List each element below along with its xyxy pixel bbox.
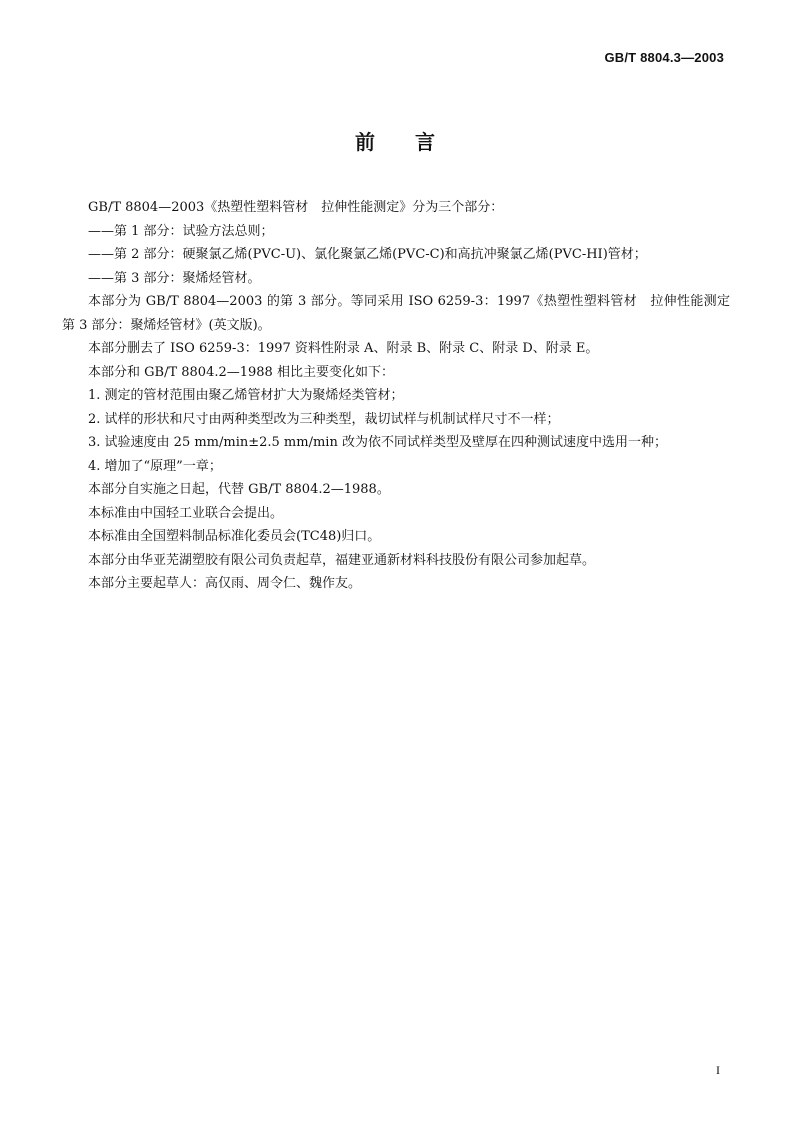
paragraph-change-1: 1. 测定的管材范围由聚乙烯管材扩大为聚烯烃类管材； xyxy=(88,388,404,403)
title-char-2: 言 xyxy=(415,130,435,154)
paragraph-part-3: ——第 3 部分：聚烯烃管材。 xyxy=(88,270,261,286)
paragraph-under-jurisdiction: 本标准由全国塑料制品标准化委员会(TC48)归口。 xyxy=(88,529,381,544)
paragraph-changes-intro: 本部分和 GB/T 8804.2—1988 相比主要变化如下： xyxy=(88,364,394,380)
paragraph-deleted-annexes: 本部分删去了 ISO 6259-3：1997 资料性附录 A、附录 B、附录 C、附录 D、附录 E。 xyxy=(88,341,599,356)
paragraph-intro: GB/T 8804—2003《热塑性塑料管材 拉伸性能测定》分为三个部分： xyxy=(88,200,504,215)
document-body xyxy=(62,196,744,596)
paragraph-drafters: 本部分主要起草人：高仅雨、周令仁、魏作友。 xyxy=(88,576,362,591)
paragraph-change-3: 3. 试验速度由 25 mm/min±2.5 mm/min 改为依不同试样类型及壁厚在四种测试速度中选用一种； xyxy=(88,435,667,450)
paragraph-change-4: 4. 增加了“原理”一章； xyxy=(88,458,222,474)
paragraph-equivalence: 本部分为 GB/T 8804—2003 的第 3 部分。等同采用 ISO 6259-3：1997《热塑性塑料管材 拉伸性能测定 第 3 部分：聚烯烃管材》(英文版)。 xyxy=(62,294,744,333)
paragraph-part-2: ——第 2 部分：硬聚氯乙烯(PVC-U)、氯化聚氯乙烯(PVC-C)和高抗冲聚氯乙烯(PVC-HI)管材； xyxy=(88,247,647,262)
paragraph-proposed-by: 本标准由中国轻工业联合会提出。 xyxy=(88,505,284,521)
page-number: I xyxy=(716,1063,720,1077)
paragraph-change-2: 2. 试样的形状和尺寸由两种类型改为三种类型，裁切试样与机制试样尺寸不一样； xyxy=(88,411,560,427)
paragraph-replaces: 本部分自实施之日起，代替 GB/T 8804.2—1988。 xyxy=(88,482,390,497)
paragraph-part-1: ——第 1 部分：试验方法总则； xyxy=(88,223,274,239)
standard-code: GB/T 8804.3—2003 xyxy=(604,50,724,65)
paragraph-drafted-by: 本部分由华亚芜湖塑胶有限公司负责起草，福建亚通新材料科技股份有限公司参加起草。 xyxy=(88,552,596,568)
page-title xyxy=(0,126,790,155)
title-char-1: 前 xyxy=(355,130,375,154)
